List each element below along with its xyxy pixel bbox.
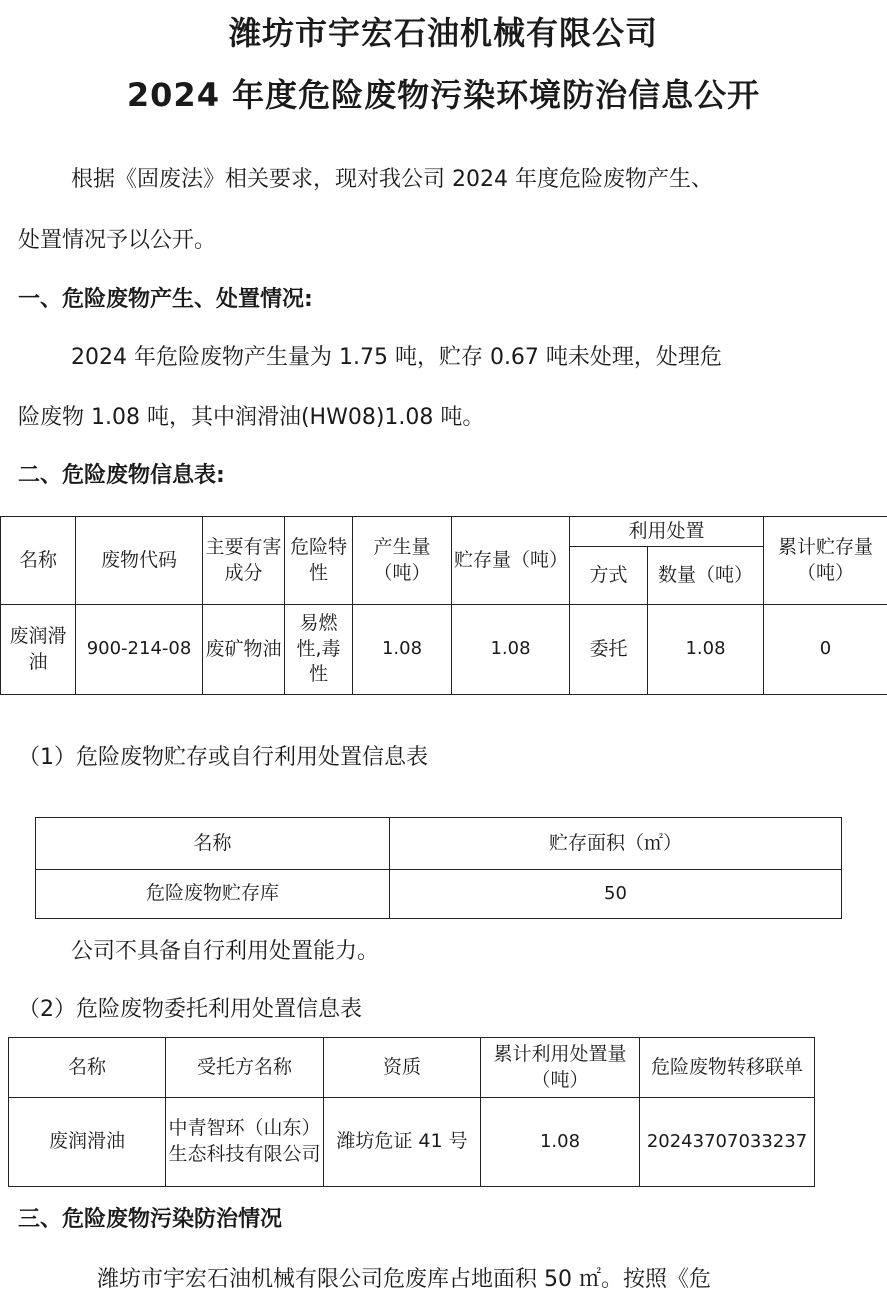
cell-name: 危险废物贮存库: [36, 870, 390, 919]
cell-entrusted-party: 中青智环（山东）生态科技有限公司: [166, 1098, 324, 1187]
cell-generated-amount: 1.08: [353, 605, 452, 695]
storage-info-table: [35, 817, 842, 919]
header-cumulative-disposal: 累计利用处置量（吨）: [481, 1038, 640, 1098]
cell-cumulative-disposal: 1.08: [481, 1098, 640, 1187]
no-self-disposal-note: 公司不具备自行利用处置能力。: [71, 939, 380, 964]
header-utilization: 利用处置: [570, 517, 764, 547]
entrusted-disposal-table: [8, 1037, 815, 1187]
section3-heading: 三、危险废物污染防治情况: [18, 1207, 283, 1232]
cell-hazard-property: 易燃性,毒性: [285, 605, 353, 695]
header-hazard-property: 危险特性: [285, 517, 353, 605]
header-method: 方式: [570, 547, 648, 605]
header-name: 名称: [36, 818, 390, 870]
section3-paragraph-line1: 潍坊市宇宏石油机械有限公司危废库占地面积 50 ㎡。按照《危: [97, 1267, 711, 1292]
section1-paragraph-line2: 险废物 1.08 吨，其中润滑油(HW08)1.08 吨。: [18, 405, 485, 430]
subtable2-caption: （2）危险废物委托利用处置信息表: [18, 997, 362, 1022]
section1-heading: 一、危险废物产生、处置情况:: [18, 287, 313, 312]
document-title-line2: 2024 年度危险废物污染环境防治信息公开: [126, 76, 761, 114]
cell-main-component: 废矿物油: [203, 605, 285, 695]
header-qualification: 资质: [324, 1038, 481, 1098]
header-storage-area: 贮存面积（㎡）: [390, 818, 842, 870]
header-generated-amount: 产生量（吨）: [353, 517, 452, 605]
cell-quantity: 1.08: [648, 605, 764, 695]
header-name: 名称: [1, 517, 76, 605]
document-title-line1: 潍坊市宇宏石油机械有限公司: [228, 14, 658, 52]
header-stored-amount: 贮存量（吨）: [452, 517, 570, 605]
header-waste-code: 废物代码: [76, 517, 203, 605]
section2-heading: 二、危险废物信息表:: [18, 463, 225, 488]
cell-qualification: 潍坊危证 41 号: [324, 1098, 481, 1187]
header-cumulative-storage: 累计贮存量（吨）: [764, 517, 887, 605]
cell-waste-code: 900-214-08: [76, 605, 203, 695]
cell-transfer-manifest: 20243707033237: [640, 1098, 815, 1187]
intro-paragraph-line1: 根据《固废法》相关要求，现对我公司 2024 年度危险废物产生、: [71, 167, 713, 192]
subtable1-caption: （1）危险废物贮存或自行利用处置信息表: [18, 745, 428, 770]
header-name: 名称: [9, 1038, 166, 1098]
hazardous-waste-info-table: [0, 516, 887, 695]
cell-name: 废润滑油: [1, 605, 76, 695]
cell-name: 废润滑油: [9, 1098, 166, 1187]
intro-paragraph-line2: 处置情况予以公开。: [18, 228, 217, 253]
cell-stored-amount: 1.08: [452, 605, 570, 695]
header-entrusted-party: 受托方名称: [166, 1038, 324, 1098]
cell-storage-area: 50: [390, 870, 842, 919]
header-quantity: 数量（吨）: [648, 547, 764, 605]
cell-method: 委托: [570, 605, 648, 695]
cell-cumulative-storage: 0: [764, 605, 887, 695]
header-main-component: 主要有害成分: [203, 517, 285, 605]
header-transfer-manifest: 危险废物转移联单: [640, 1038, 815, 1098]
section1-paragraph-line1: 2024 年危险废物产生量为 1.75 吨，贮存 0.67 吨未处理，处理危: [71, 345, 722, 370]
